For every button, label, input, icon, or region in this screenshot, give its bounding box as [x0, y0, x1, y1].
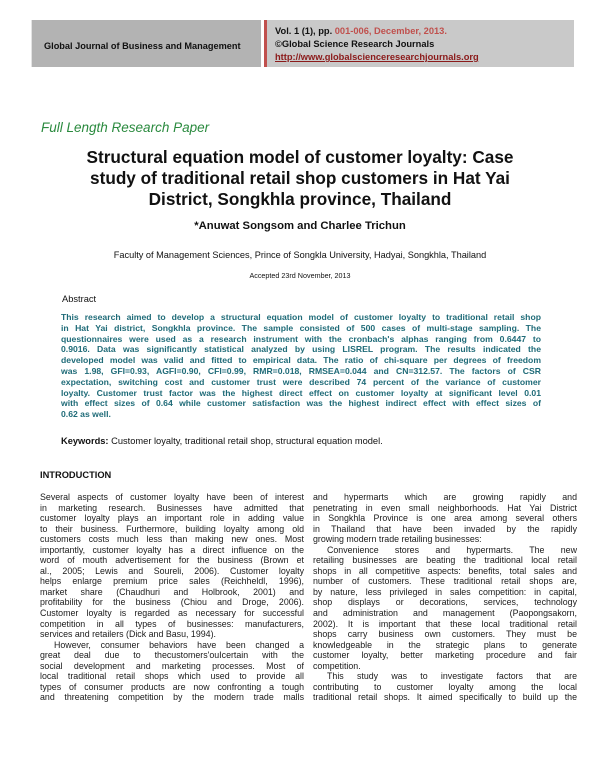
body-line: Several aspects of customer loyalty have been of interest — [40, 492, 304, 502]
body-line: helps enlarge premium price sales (Reichheldl, 1996), — [40, 576, 304, 587]
abstract-heading: Abstract — [62, 294, 97, 304]
introduction-heading: INTRODUCTION — [40, 470, 112, 480]
keywords-label: Keywords: — [61, 436, 109, 446]
paper-type: Full Length Research Paper — [41, 120, 210, 135]
journal-header-box — [31, 20, 261, 67]
body-line: social development and marketing processes. Most of — [40, 660, 304, 671]
abstract-line: 0.9016. Data was significantly statistical analyzed by using LISREL program. The results indicated the — [61, 344, 541, 355]
body-line: types of consumer products are now confronting a tough — [40, 681, 304, 692]
keywords — [61, 436, 383, 446]
right-column — [313, 492, 577, 703]
journal-name: Global Journal of Business and Management — [44, 41, 241, 51]
body-line: However, consumer behaviors have been changed a — [54, 639, 304, 650]
body-line: customer loyalty plays an important role in adding value — [40, 513, 304, 524]
body-line: importantly, customer loyalty has a direct influence on the — [40, 544, 304, 555]
body-line: profitability for the business (Chiou and Droge, 2006). — [40, 597, 304, 608]
abstract-line: in Hat Yai district, Songkhla province. The sample consisted of 500 cases of multi-stage sampling. The — [61, 322, 541, 333]
abstract-line: expectation, switching cost and customer trust were described 74 percent of the variance of customer — [61, 376, 541, 387]
body-line: great deal due to thecustomers'ouIcertain with the — [40, 650, 304, 661]
body-line: Customer loyalty is regarded as necessary for successful — [40, 608, 304, 619]
body-line: customers costs much less than making new ones. Most — [40, 534, 304, 545]
body-line: Convenience stores and hypermarts. The new — [327, 544, 577, 555]
pages-date: 001-006, December, 2013. — [334, 26, 447, 36]
body-line: knowledgeable in the strategic plans to generate — [313, 639, 577, 650]
body-line: in marketing research. Businesses have admitted that — [40, 502, 304, 513]
abstract-line: This research aimed to develop a structural equation model of customer loyalty to traditional retail shop — [61, 312, 541, 322]
keywords-text: Customer loyalty, traditional retail shop, structural equation model. — [108, 436, 383, 446]
body-line: services and retailers (Dick and Basu, 1994). — [40, 629, 216, 640]
body-line: and hypermarts which are growing rapidly and — [313, 492, 577, 502]
body-line: to their business. Furthermore, building loyalty among old — [40, 523, 304, 534]
body-line: number of customers. These traditional retail shops are, — [313, 576, 577, 587]
volume: Vol. 1 (1), pp. — [275, 26, 333, 36]
copyright: ©Global Science Research Journals — [275, 39, 435, 49]
abstract-line: loyalty. Customer trust factor was the highest direct effect on customer loyalty at significant level 0.01 — [61, 387, 541, 398]
body-line: in Songkhla Province is one area among several others — [313, 513, 577, 524]
body-line: growing modern trade retailing businesses: — [313, 534, 482, 545]
abstract-line: was 1.98, GFI=0.93, AGFI=0.90, CFI=0.99, RMR=0.018, RMSEA=0.044 and CN=312.57. The factors of CSR — [61, 365, 541, 376]
body-line: by nature, less privileged in sales competition: in capital, — [313, 586, 577, 597]
body-line: This study was to investigate factors that are — [327, 671, 577, 682]
body-line: al., 2005; Lewis and Soureli, 2006). Customer loyalty — [40, 565, 304, 576]
body-line: traditional retail shops. It aimed specifically to build up the — [313, 692, 577, 703]
title-line: Structural equation model of customer loyalty: Case — [86, 147, 514, 167]
title-line: study of traditional retail shop customers in Hat Yai — [90, 168, 510, 188]
body-line: in Thailand that have been invaded by the rapidly — [313, 523, 577, 534]
title-line: District, Songkhla province, Thailand — [148, 189, 452, 209]
body-line: shop displays or decorations, services, technology — [313, 597, 577, 608]
body-line: customer loyalty, better marketing procedure and fair — [313, 650, 577, 661]
volume-line — [275, 26, 447, 36]
body-line: penetrating in even small neighborhoods. Hat Yai District — [313, 502, 577, 513]
body-line: local traditional retail shops which used to provide all — [40, 671, 304, 682]
accepted-date: Accepted 23rd November, 2013 — [249, 271, 351, 280]
body-line: shops carry business own customers. They must be — [313, 629, 577, 640]
body-line: word of mouth advertisement for the business (Brown et — [40, 555, 304, 566]
body-line: retailing businesses are beating the traditional local retail — [313, 555, 577, 566]
journal-url-link[interactable]: http://www.globalscienceresearchjournals.org — [275, 52, 479, 62]
body-line: market share (Chaudhuri and Holbrook, 2001) and — [40, 586, 304, 597]
citation-header-box — [264, 20, 574, 67]
body-line: shops in all competitive aspects: benefits, total sales and — [313, 565, 577, 576]
abstract-line: questionnaires were used as a research instrument with the cronbach's alphas ranging from 0.6447 to — [61, 333, 541, 344]
left-column — [40, 492, 304, 703]
abstract-line: with effect sizes of 0.64 while customer satisfaction was the highest indirect effect with effect sizes of — [61, 398, 541, 409]
body-line: 2002). It is important that these local traditional retail — [313, 618, 577, 629]
body-line: and administration and management (Paopongsakorn, — [313, 608, 577, 619]
body-line: competition in all types of businesses: manufacturers, — [40, 618, 304, 629]
abstract-line: developed model was valid and fitted to empirical data. The ratio of chi-square per degrees of freedom — [61, 355, 541, 366]
authors: *Anuwat Songsom and Charlee Trichun — [194, 220, 406, 232]
abstract-body — [61, 312, 541, 420]
body-line: contributing to customer loyalty among the local — [313, 681, 577, 692]
body-line: and threatening competition by the modern trade malls — [40, 692, 304, 703]
abstract-line: 0.62 as well. — [61, 409, 111, 420]
affiliation: Faculty of Management Sciences, Prince of Songkla University, Hadyai, Songkhla, Thailand — [113, 250, 487, 260]
paper-title — [40, 147, 560, 210]
body-line: competition. — [313, 660, 361, 671]
